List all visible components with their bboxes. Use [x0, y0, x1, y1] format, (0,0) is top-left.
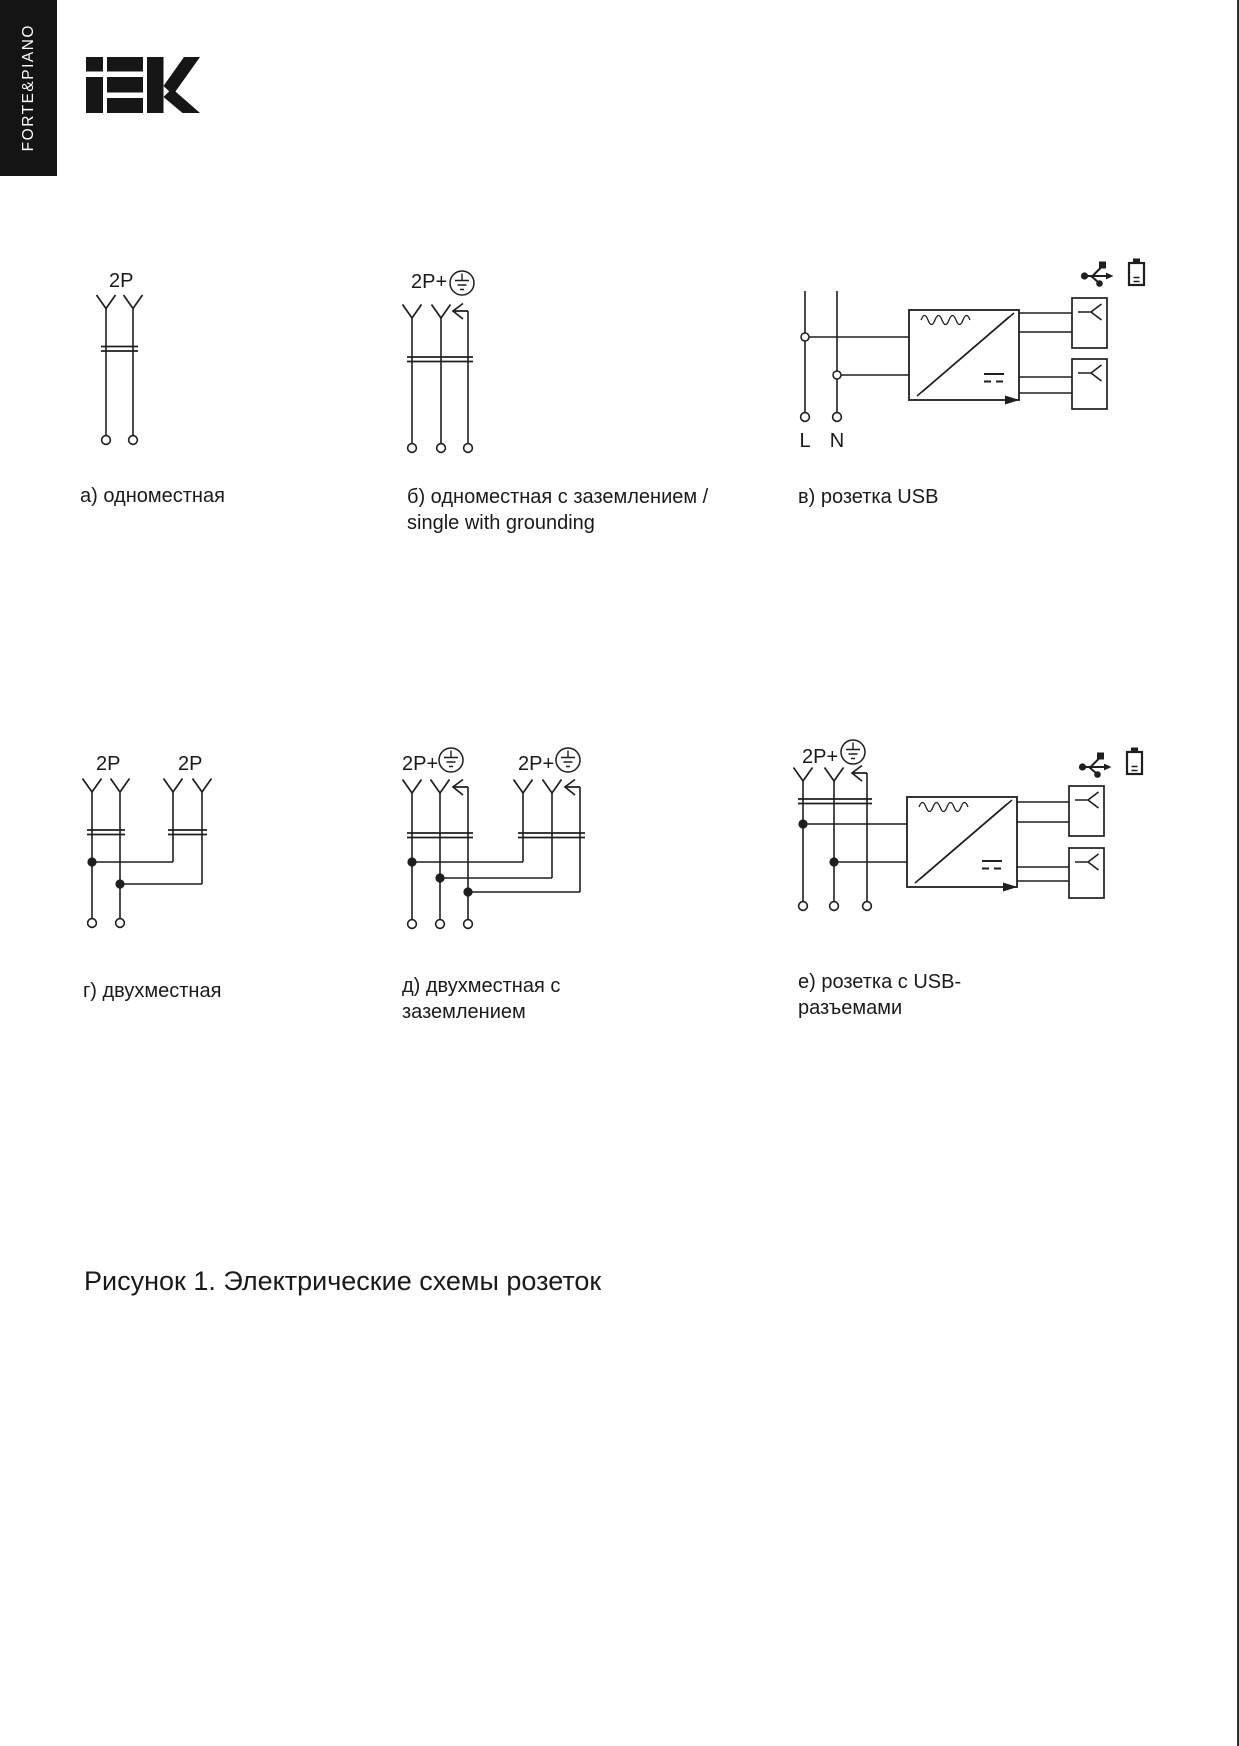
junction-dot — [829, 857, 838, 866]
caption-d-line-2: заземлением — [402, 1001, 526, 1023]
socket-contact-fork-icon — [431, 780, 450, 794]
terminal-circle — [863, 902, 872, 911]
terminal-circle — [408, 920, 417, 929]
wires — [92, 792, 202, 919]
terminal-circle — [801, 413, 810, 422]
socket-contact-fork-icon — [403, 780, 422, 794]
caption-g: г) двухместная — [83, 980, 222, 1002]
caption-e-line-1: е) розетка с USB- — [798, 971, 962, 993]
caption-v: в) розетка USB — [798, 486, 939, 508]
wires — [106, 309, 133, 436]
terminal-circle — [129, 436, 138, 445]
poles-label: 2P+ — [802, 746, 839, 768]
earth-contact-arrow-icon — [565, 780, 580, 796]
socket-body-bars — [407, 357, 473, 362]
usb-trident-icon — [1081, 262, 1114, 287]
socket-body-bars — [87, 830, 207, 835]
output-wires — [1019, 313, 1072, 393]
usb-port — [1072, 359, 1107, 409]
caption-b-line-en: single with grounding — [407, 512, 595, 534]
socket-contact-fork-icon — [97, 295, 116, 309]
wires — [412, 311, 468, 444]
junction-dot — [407, 857, 416, 866]
terminal-circle — [833, 413, 842, 422]
socket-contact-fork-icon — [124, 295, 143, 309]
socket-body-bars — [798, 799, 872, 804]
junction-dot — [798, 819, 807, 828]
poles-label: 2P+ — [411, 271, 448, 293]
socket-contact-fork-icon — [83, 779, 102, 793]
earth-contact-arrow-icon — [453, 304, 468, 320]
junction-ring — [833, 371, 841, 379]
wires — [412, 787, 580, 920]
diagram-d-schematic — [402, 748, 585, 928]
caption-b — [407, 484, 708, 536]
caption-e-line-2: разъемами — [798, 997, 903, 1019]
diagram-v-schematic — [799, 259, 1144, 453]
ac-dc-converter-box — [907, 797, 1018, 892]
junction-dot — [115, 879, 124, 888]
socket-contact-fork-icon — [164, 779, 183, 793]
wires — [805, 291, 909, 413]
neutral-label: N — [829, 430, 845, 452]
battery-icon — [1127, 748, 1142, 775]
junction-dot — [435, 873, 444, 882]
poles-label: 2P+ — [402, 753, 439, 775]
junction-ring — [801, 333, 809, 341]
poles-label: 2P+ — [518, 753, 555, 775]
socket-contact-fork-icon — [403, 305, 422, 319]
battery-icon — [1129, 259, 1144, 286]
terminal-circle — [830, 902, 839, 911]
socket-contact-fork-icon — [111, 779, 130, 793]
socket-contact-fork-icon — [825, 768, 844, 782]
diagram-b-schematic — [403, 271, 475, 452]
line-label: L — [799, 430, 811, 452]
socket-contact-fork-icon — [193, 779, 212, 793]
protective-earth-icon — [450, 271, 474, 295]
usb-port — [1072, 298, 1107, 348]
terminal-circle — [437, 444, 446, 453]
terminal-circle — [436, 920, 445, 929]
socket-contact-fork-icon — [543, 780, 562, 794]
caption-b-line-ru: б) одноместная с заземлением / — [407, 486, 709, 508]
protective-earth-icon — [841, 740, 865, 764]
usb-port — [1069, 786, 1104, 836]
usb-trident-icon — [1079, 753, 1112, 778]
poles-label: 2P — [96, 753, 121, 775]
caption-a: а) одноместная — [80, 485, 225, 507]
terminal-circle — [88, 919, 97, 928]
diagram-a-schematic — [97, 270, 143, 444]
caption-e — [798, 969, 961, 1021]
socket-contact-fork-icon — [432, 305, 451, 319]
ac-dc-converter-box — [909, 310, 1020, 405]
poles-label: 2P — [178, 753, 203, 775]
usb-port — [1069, 848, 1104, 898]
figure-caption: Рисунок 1. Электрические схемы розеток — [84, 1266, 602, 1296]
terminal-circle — [102, 436, 111, 445]
terminal-circle — [116, 919, 125, 928]
socket-contact-fork-icon — [514, 780, 533, 794]
earth-contact-arrow-icon — [453, 780, 468, 796]
protective-earth-icon — [439, 748, 463, 772]
socket-contact-fork-icon — [794, 768, 813, 782]
junction-dot — [463, 887, 472, 896]
terminal-circle — [464, 920, 473, 929]
socket-body-bars — [407, 833, 585, 838]
protective-earth-icon — [556, 748, 580, 772]
diagram-g-schematic — [83, 753, 212, 927]
output-wires — [1017, 802, 1069, 881]
caption-d-line-1: д) двухместная с — [402, 975, 561, 997]
earth-contact-arrow-icon — [852, 766, 867, 782]
brand-series-label: FORTE&PIANO — [19, 24, 37, 152]
poles-label: 2P — [109, 270, 134, 292]
terminal-circle — [464, 444, 473, 453]
terminal-circle — [799, 902, 808, 911]
terminal-circle — [408, 444, 417, 453]
wires — [803, 773, 907, 902]
caption-d — [402, 973, 560, 1025]
junction-dot — [87, 857, 96, 866]
diagram-e-schematic — [794, 740, 1143, 910]
